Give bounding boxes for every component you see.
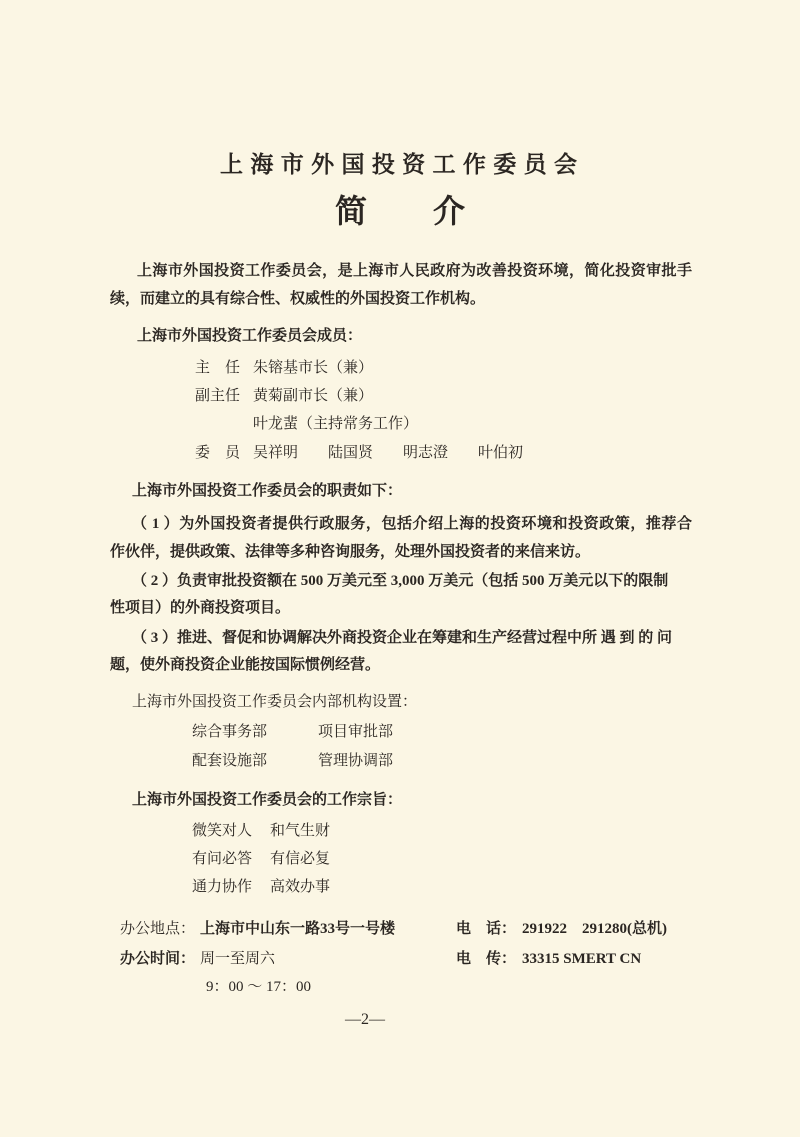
- member-role: 副主任: [195, 388, 241, 404]
- department-item: 综合事务部: [192, 724, 268, 740]
- member-names: 朱镕基市长（兼）: [253, 360, 374, 376]
- phone-label: 电 话：: [456, 921, 517, 937]
- principle-item: 通力协作: [192, 879, 253, 895]
- document-title: 上海市外国投资工作委员会: [220, 152, 580, 177]
- department-item: 配套设施部: [192, 753, 268, 769]
- principles-heading: 上海市外国投资工作委员会的工作宗旨：: [132, 792, 403, 808]
- document-subtitle: 简介: [335, 193, 465, 229]
- duty-line: 题，使外商投资企业能按国际惯例经营。: [110, 657, 381, 673]
- intro-line: 上海市外国投资工作委员会，是上海市人民政府为改善投资环境，简化投资审批手: [137, 263, 692, 279]
- member-names: 黄菊副市长（兼）: [253, 388, 374, 404]
- members-heading: 上海市外国投资工作委员会成员：: [137, 328, 363, 344]
- page-number: —2—: [345, 1011, 385, 1028]
- department-item: 管理协调部: [318, 753, 394, 769]
- member-names: 叶龙蜚（主持常务工作）: [253, 416, 419, 432]
- duty-line: （ 2 ）负责审批投资额在 500 万美元至 3,000 万美元（包括 500 万美元以下的限制: [132, 573, 669, 589]
- member-role: 主 任: [195, 360, 241, 376]
- duty-line: 性项目）的外商投资项目。: [110, 600, 291, 616]
- telex-label: 电 传：: [456, 951, 517, 967]
- duty-line: （ 3 ）推进、督促和协调解决外商投资企业在筹建和生产经营过程中所 遇 到 的 问: [132, 630, 673, 646]
- intro-line: 续，而建立的具有综合性、权威性的外国投资工作机构。: [110, 291, 486, 307]
- address-label: 办公地点：: [120, 921, 196, 937]
- duties-heading: 上海市外国投资工作委员会的职责如下：: [132, 483, 403, 499]
- department-item: 项目审批部: [318, 724, 394, 740]
- principle-item: 有信必复: [270, 851, 331, 867]
- duty-line: 作伙伴，提供政策、法律等多种咨询服务，处理外国投资者的来信来访。: [110, 544, 591, 560]
- phone-value: 291922 291280(总机): [522, 921, 667, 937]
- duty-line: （ 1 ）为外国投资者提供行政服务，包括介绍上海的投资环境和投资政策，推荐合: [132, 516, 692, 532]
- member-role: 委 员: [195, 445, 241, 461]
- principle-item: 高效办事: [270, 879, 331, 895]
- principle-item: 有问必答: [192, 851, 253, 867]
- hours-time: 9：00 ～ 17：00: [206, 979, 312, 995]
- principle-item: 和气生财: [270, 823, 331, 839]
- telex-value: 33315 SMERT CN: [522, 951, 642, 967]
- departments-heading: 上海市外国投资工作委员会内部机构设置：: [132, 694, 418, 710]
- address-value: 上海市中山东一路33号一号楼: [200, 921, 396, 937]
- hours-days: 周一至周六: [200, 951, 276, 967]
- member-names: 吴祥明 陆国贤 明志澄 叶伯初: [253, 445, 524, 461]
- hours-label: 办公时间：: [120, 951, 196, 967]
- principle-item: 微笑对人: [192, 823, 253, 839]
